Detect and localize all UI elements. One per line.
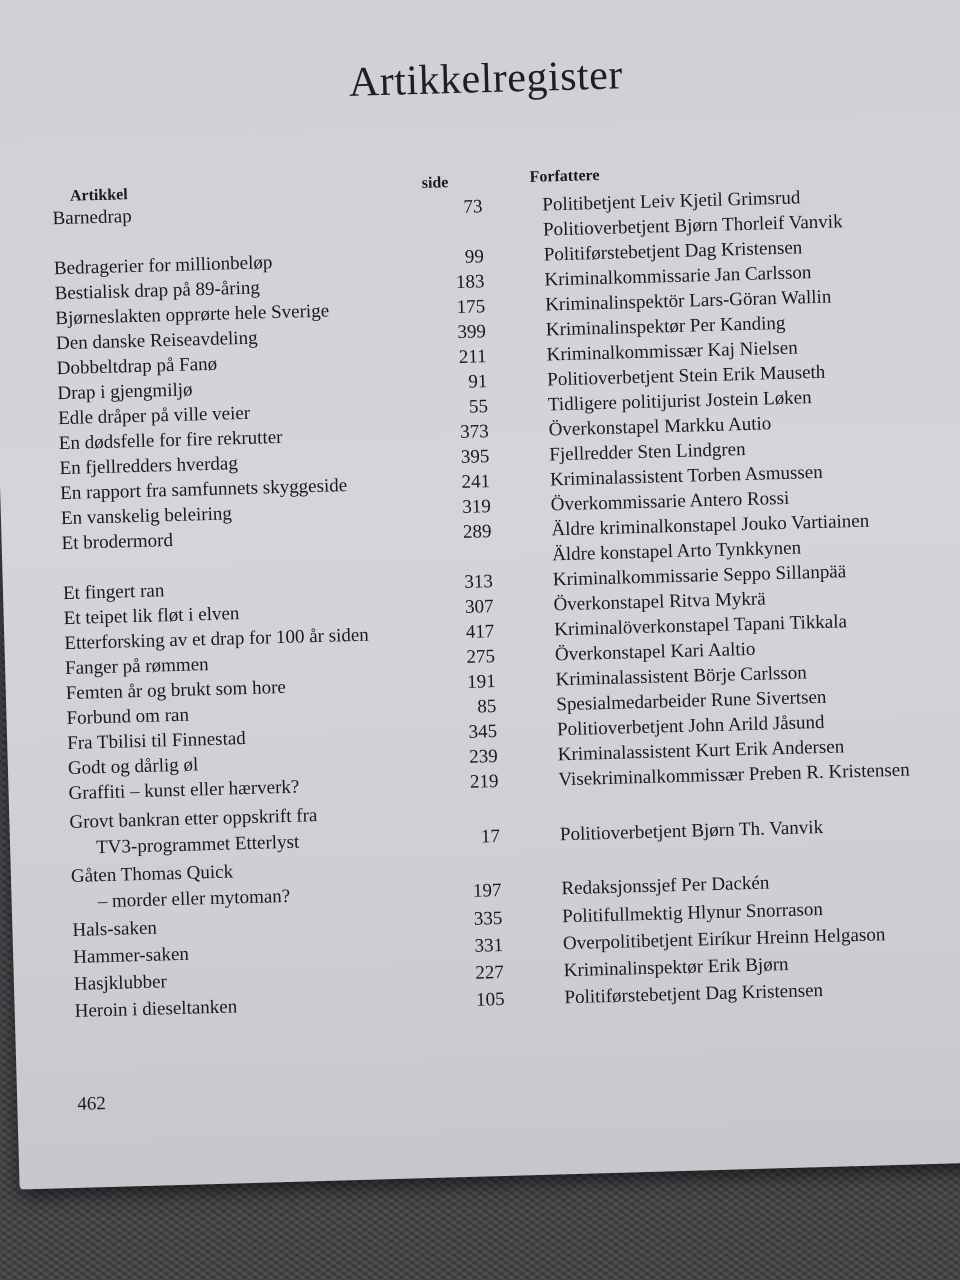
column-header-author: Forfattere	[529, 166, 600, 186]
article-page: 191	[466, 671, 496, 693]
article-title: Grovt bankran etter oppskrift fra	[69, 805, 318, 833]
article-author: Äldre kriminalkonstapel Jouko Vartiainen	[551, 510, 870, 541]
article-title: En vanskelig beleiring	[60, 503, 233, 530]
article-title: Fanger på rømmen	[64, 654, 209, 680]
article-page: 197	[472, 879, 502, 902]
article-title: Heroin i dieseltanken	[74, 996, 238, 1022]
article-author: Visekriminalkommissær Preben R. Kristensen	[558, 759, 910, 791]
article-page: 105	[475, 988, 505, 1011]
article-title: Et teipet lik fløt i elven	[63, 603, 240, 630]
article-author: Politioverbetjent Bjørn Thorleif Vanvik	[542, 211, 843, 241]
article-author: Äldre konstapel Arto Tynkkynen	[551, 537, 802, 566]
article-title: TV3-programmet Etterlyst	[95, 831, 300, 859]
article-page: 289	[462, 521, 492, 543]
article-author: Kriminalinspektør Erik Bjørn	[563, 953, 789, 982]
article-author: Kriminalinspektør Per Kanding	[545, 312, 786, 341]
article-title: Fra Tbilisi til Finnestad	[66, 728, 247, 755]
article-title: En fjellredders hverdag	[59, 453, 239, 480]
article-author: Redaksjonssjef Per Dackén	[561, 872, 770, 900]
article-page: 219	[469, 771, 499, 793]
article-page: 85	[477, 696, 497, 718]
article-page	[430, 852, 500, 854]
article-page: 73	[463, 196, 483, 218]
article-author: Tidligere politijurist Jostein Løken	[547, 387, 812, 416]
article-page: 373	[459, 421, 489, 443]
article-author: Spesialmedarbeider Rune Sivertsen	[556, 686, 827, 716]
article-title: Hals-saken	[72, 917, 158, 941]
article-title: Drap i gjengmiljø	[57, 379, 193, 405]
article-page: 55	[468, 396, 489, 418]
article-title: Bestialisk drap på 89-åring	[54, 277, 261, 305]
column-header-article: Artikkel	[69, 186, 128, 205]
article-title: Hasjklubber	[73, 971, 168, 995]
article-author: Politioverbetjent Bjørn Th. Vanvik	[559, 816, 824, 846]
article-author: Overpolitibetjent Eiríkur Hreinn Helgason	[562, 924, 886, 955]
article-page: 345	[468, 721, 498, 743]
article-title: Edle dråper på ville veier	[57, 402, 251, 430]
article-title: Et brodermord	[61, 530, 174, 555]
article-title: Gåten Thomas Quick	[70, 861, 234, 887]
article-title: Bjørneslakten opprørte hele Sverige	[55, 300, 330, 330]
article-page: 331	[474, 934, 504, 957]
article-author: Överkonstapel Kari Aaltio	[554, 638, 756, 666]
article-author: Kriminalkommissarie Seppo Sillanpää	[552, 561, 847, 591]
article-page: 313	[464, 571, 494, 593]
article-author: Politiførstebetjent Dag Kristensen	[564, 980, 824, 1009]
article-page: 319	[462, 496, 492, 518]
article-title: Et fingert ran	[62, 580, 165, 605]
article-title: Graffiti – kunst eller hærverk?	[68, 776, 300, 805]
article-title: Etterforsking av et drap for 100 år siden	[64, 624, 370, 655]
article-title: Forbund om ran	[66, 704, 190, 730]
article-author: Överkonstapel Markku Autio	[548, 413, 772, 441]
article-author: Överkommissarie Antero Rossi	[550, 487, 790, 516]
article-page: 239	[468, 746, 499, 768]
article-page: 417	[465, 621, 495, 643]
article-page: 17	[480, 825, 501, 848]
article-page: 335	[473, 907, 503, 930]
article-page: 275	[466, 646, 496, 668]
article-title: En dødsfelle for fire rekrutter	[58, 426, 283, 455]
column-header-page: side	[421, 174, 449, 192]
article-page: 211	[458, 346, 487, 368]
article-title: Bedragerier for millionbeløp	[53, 252, 273, 280]
article-title: En rapport fra samfunnets skyggeside	[59, 475, 348, 505]
article-title: – morder eller mytoman?	[97, 885, 291, 913]
article-author: Politioverbetjent John Arild Jåsund	[556, 711, 825, 741]
article-page: 307	[464, 596, 494, 618]
article-author: Fjellredder Sten Lindgren	[549, 438, 746, 466]
article-author: Politibetjent Leiv Kjetil Grimsrud	[542, 187, 801, 216]
article-page: 395	[460, 446, 490, 468]
article-author: Kriminalkommissær Kaj Nielsen	[546, 337, 798, 366]
article-author: Politiførstebetjent Dag Kristensen	[543, 237, 803, 266]
article-page: 183	[455, 271, 485, 293]
page-title: Artikkelregister	[348, 52, 624, 106]
article-page: 399	[457, 321, 487, 343]
article-author: Kriminalassistent Börje Carlsson	[555, 662, 808, 691]
article-page: 99	[464, 246, 485, 268]
article-title: Godt og dårlig øl	[67, 754, 199, 780]
article-page: 241	[461, 471, 491, 493]
article-title: Den danske Reiseavdeling	[55, 327, 258, 355]
article-author: Överkonstapel Ritva Mykrä	[553, 588, 766, 616]
article-author: Politioverbetjent Stein Erik Mauseth	[546, 361, 826, 391]
article-title: Dobbeltdrap på Fanø	[56, 353, 218, 380]
article-page: 227	[475, 961, 505, 984]
article-page: 91	[468, 371, 488, 393]
article-title: Femten år og brukt som hore	[65, 676, 287, 705]
article-author: Kriminalinspektör Lars-Göran Wallin	[544, 286, 832, 316]
page-number: 462	[77, 1093, 107, 1115]
article-title: Hammer-saken	[72, 943, 190, 968]
article-author: Kriminalkommissarie Jan Carlsson	[544, 262, 812, 291]
article-author: Kriminalassistent Kurt Erik Andersen	[557, 736, 845, 766]
article-page	[429, 798, 499, 800]
article-author: Kriminalöverkonstapel Tapani Tikkala	[553, 611, 848, 641]
article-title: Barnedrap	[52, 206, 132, 230]
article-author: Kriminalassistent Torben Asmussen	[549, 461, 824, 491]
article-author: Politifullmektig Hlynur Snorrason	[561, 898, 824, 928]
article-page: 175	[456, 296, 486, 318]
